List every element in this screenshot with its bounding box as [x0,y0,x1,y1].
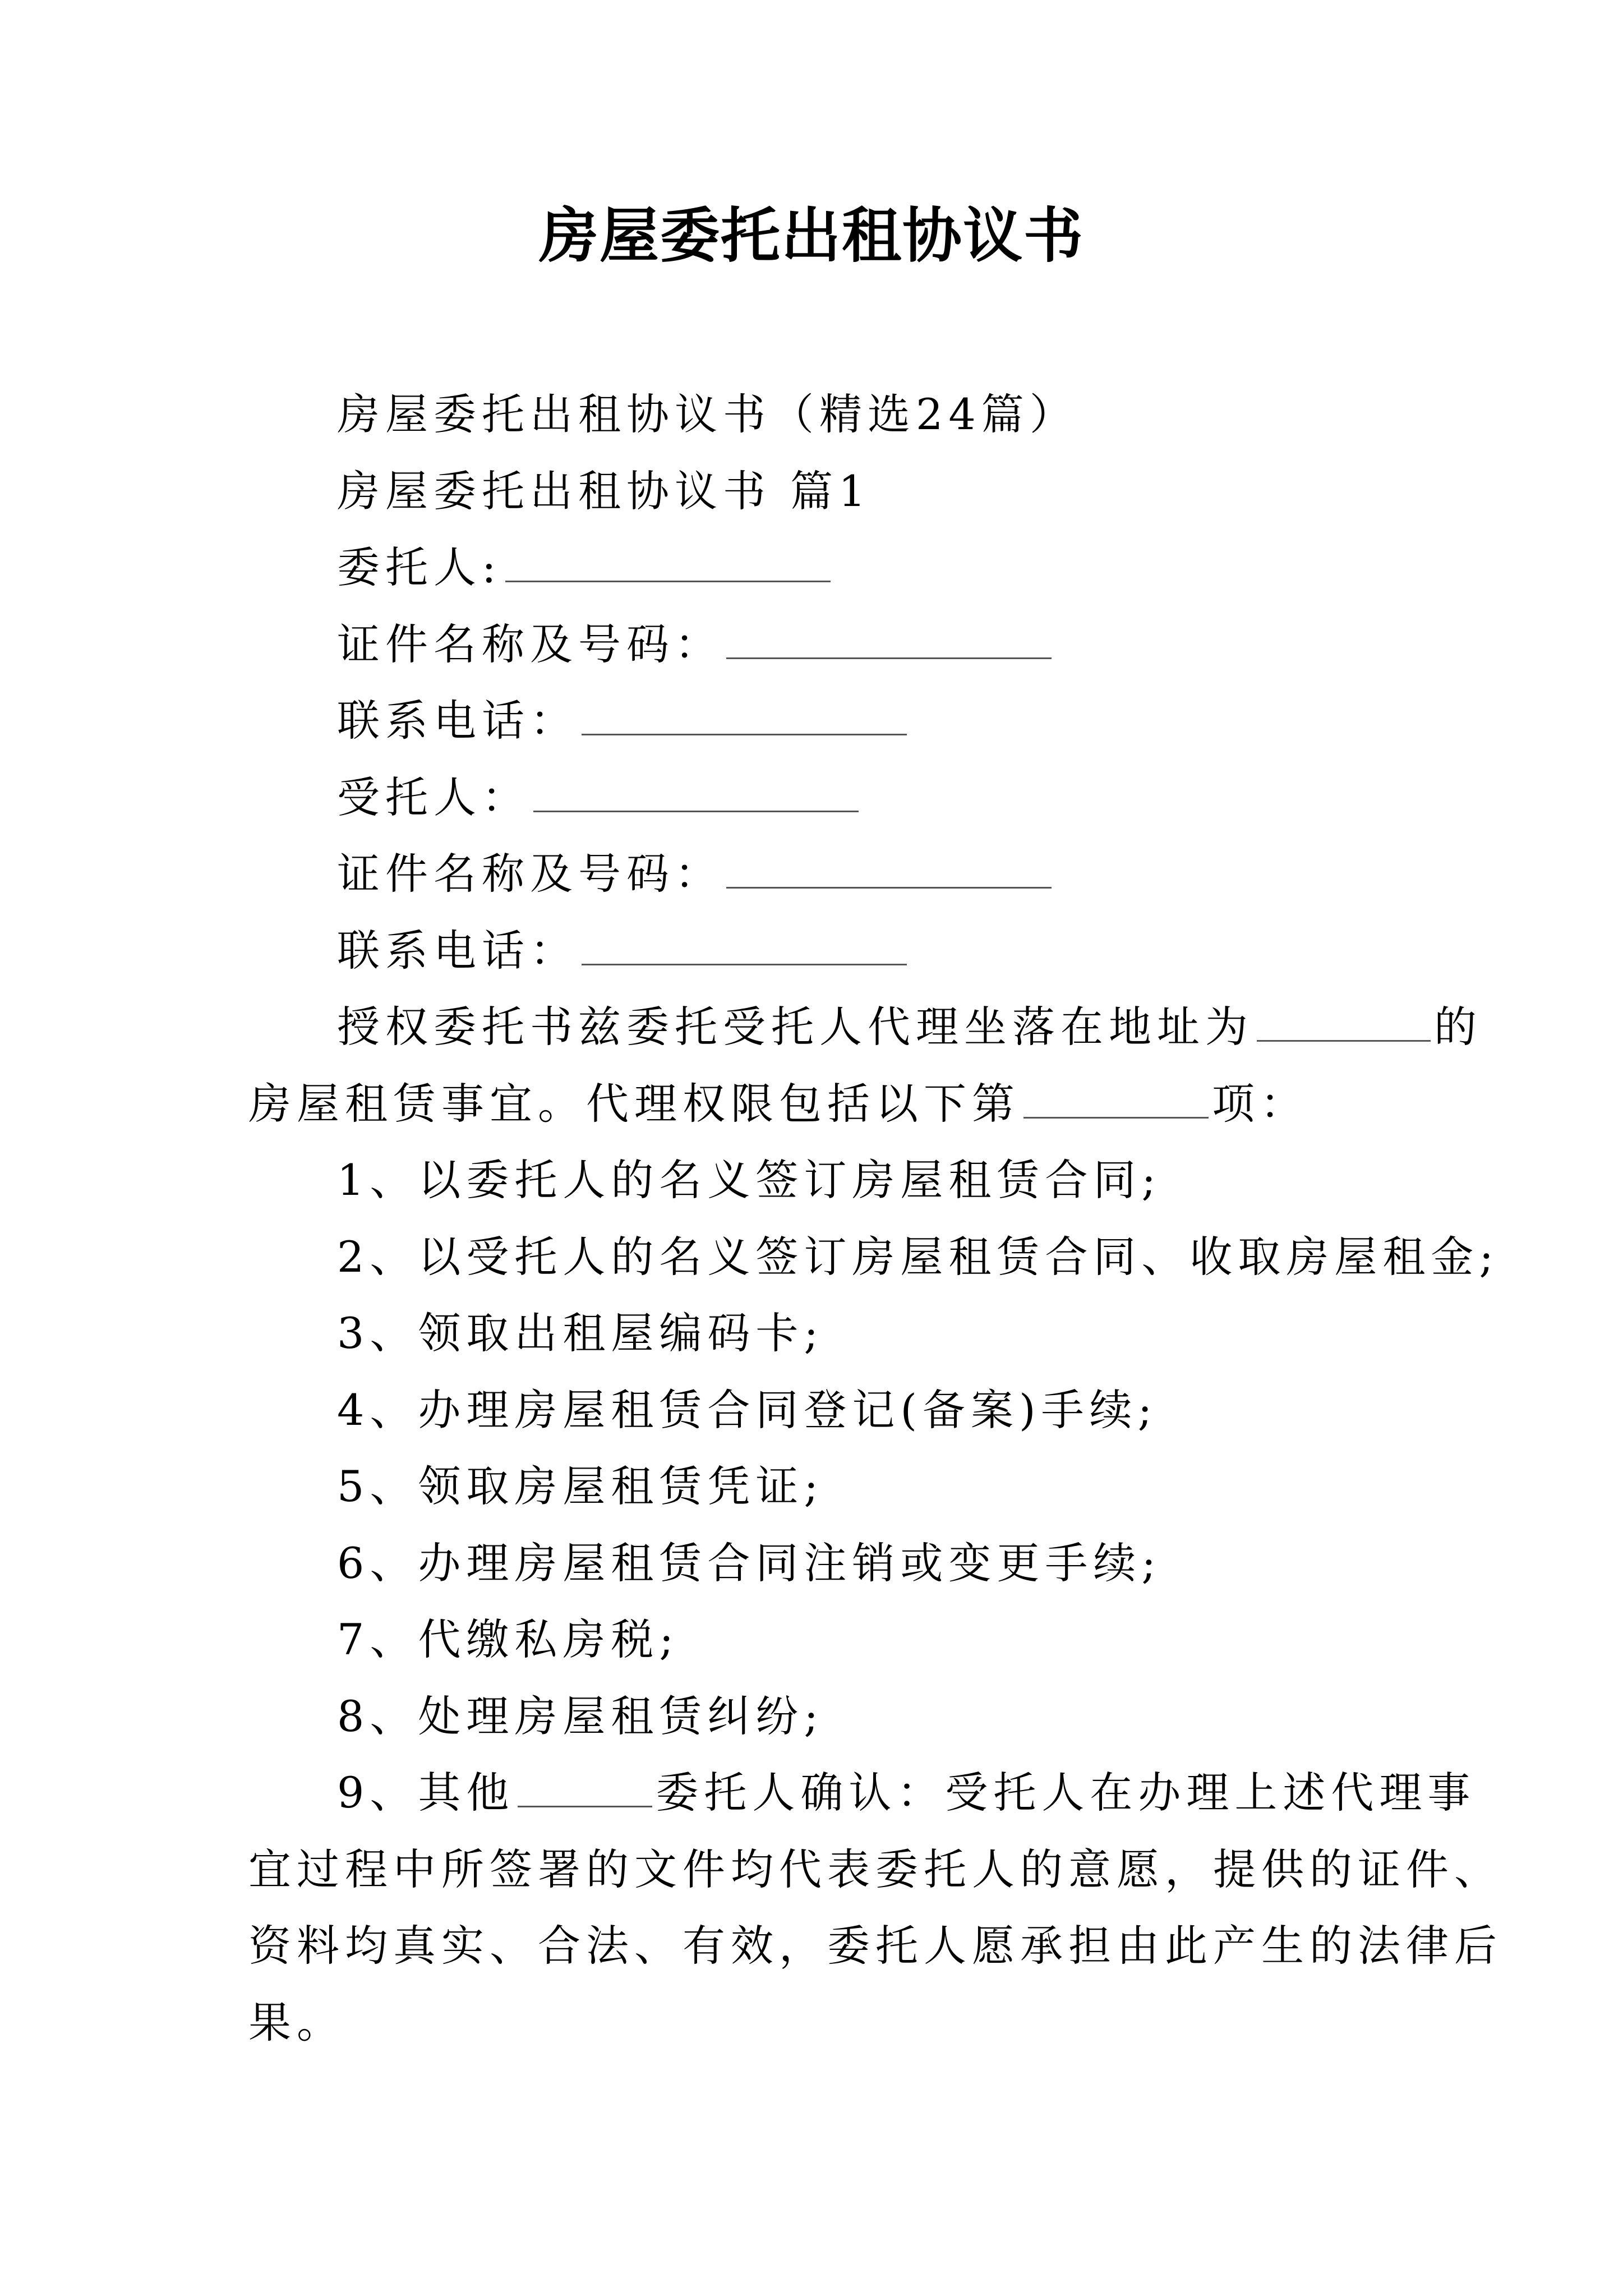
field-label: 证件名称及号码： [337,849,723,899]
document-title: 房屋委托出租协议书 [539,200,1084,270]
document-subtitle: 房屋委托出租协议书（精选24篇） [337,389,1078,439]
authorization-text: 授权委托书兹委托受托人代理坐落在地址为 [337,1002,1253,1052]
chapter-heading: 房屋委托出租协议书 篇1 [337,466,872,516]
blank-line [518,1765,652,1807]
field-label: 委托人: [337,542,502,592]
field-principal-phone [337,687,910,754]
confirmation-line-2: 宜过程中所签署的文件均代表委托人的意愿，提供的证件、 [248,1844,1502,1894]
field-principal-id [337,611,1055,678]
list-item: 5、领取房屋租赁凭证; [337,1461,824,1511]
blank-line [582,693,907,735]
list-item: 7、代缴私房税; [337,1614,679,1664]
field-agent-id [337,840,1055,908]
list-item: 8、处理房屋租赁纠纷; [337,1691,824,1741]
field-agent [337,764,862,831]
confirmation-line-3: 资料均真实、合法、有效，委托人愿承担由此产生的法律后 [248,1921,1502,1971]
field-label: 证件名称及号码： [337,619,723,669]
list-item: 2、以受托人的名义签订房屋租赁合同、收取房屋租金; [337,1232,1499,1282]
list-item: 1、以委托人的名义签订房屋租赁合同; [337,1155,1161,1205]
authorization-line-2 [248,1070,1308,1138]
blank-line [533,770,859,812]
authorization-text: 项： [1212,1079,1308,1129]
confirmation-prefix: 9、其他 [337,1768,515,1818]
authorization-text: 房屋租赁事宜。代理权限包括以下第 [248,1079,1020,1129]
blank-line [582,923,907,965]
blank-line [726,846,1052,889]
list-item: 6、办理房屋租赁合同注销或变更手续; [337,1538,1161,1588]
list-item: 4、办理房屋租赁合同登记(备案)手续; [337,1385,1158,1435]
authorization-line-1 [337,993,1482,1061]
field-label: 联系电话： [337,926,578,976]
blank-line [505,540,831,582]
confirmation-line-1 [337,1759,1476,1826]
list-item: 3、领取出租屋编码卡; [337,1308,824,1358]
blank-line [1257,1000,1431,1042]
confirmation-line-4: 果。 [248,1998,345,2047]
authorization-text: 的 [1434,1002,1482,1052]
blank-line [726,617,1052,659]
blank-line [1023,1076,1209,1119]
field-label: 联系电话： [337,696,578,746]
field-agent-phone [337,917,910,984]
confirmation-text: 委托人确认：受托人在办理上述代理事 [656,1768,1476,1818]
field-principal [337,534,834,601]
field-label: 受托人： [337,772,530,822]
